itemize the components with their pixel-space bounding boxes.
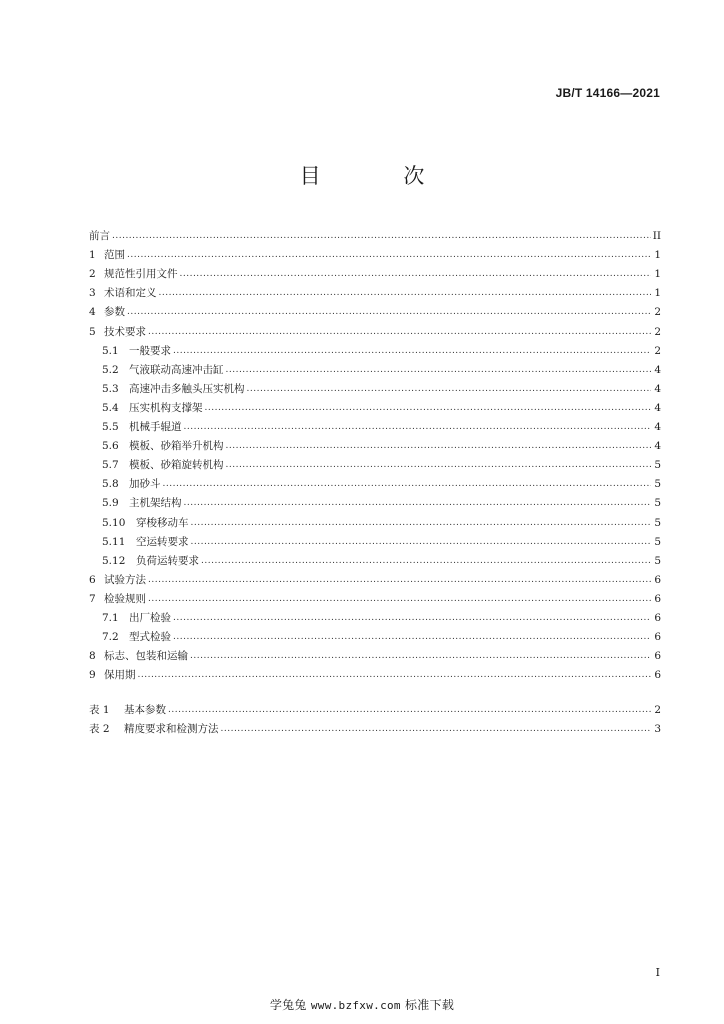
toc-leader-dots xyxy=(226,364,652,376)
toc-leader-dots xyxy=(226,459,652,471)
toc-entry-number: 5.5 xyxy=(102,421,119,434)
toc-table-label: 基本参数 xyxy=(124,704,166,717)
toc-entry-number: 5.7 xyxy=(102,459,119,472)
toc-entry-label: 检验规则 xyxy=(104,592,146,605)
toc-leader-dots xyxy=(173,345,651,357)
toc-entry-7-1[interactable] xyxy=(89,605,661,624)
toc-entry-warranty[interactable] xyxy=(89,662,661,681)
toc-entry-page: 6 xyxy=(654,592,661,605)
toc-entry-page: 4 xyxy=(654,440,661,453)
toc-entry-page: 4 xyxy=(654,382,661,395)
toc-entry-test-methods[interactable] xyxy=(89,567,661,586)
toc-entry-page: 5 xyxy=(654,459,661,472)
toc-table-label: 精度要求和检测方法 xyxy=(124,723,219,736)
toc-leader-dots xyxy=(221,723,652,735)
footer-tagline: 标准下载 xyxy=(404,998,455,1012)
toc-entry-label: 空运转要求 xyxy=(136,535,189,548)
toc-entry-page: 6 xyxy=(654,611,661,624)
toc-entry-label: 机械手辊道 xyxy=(129,421,182,434)
toc-entry-label: 负荷运转要求 xyxy=(136,554,199,567)
toc-entry-label: 一般要求 xyxy=(129,344,171,357)
toc-table-page: 2 xyxy=(654,704,661,717)
toc-leader-dots xyxy=(173,612,651,624)
standard-code: JB/T 14166—2021 xyxy=(555,86,660,100)
toc-entry-number: 1 xyxy=(89,249,96,262)
toc-leader-dots xyxy=(127,306,651,318)
toc-entry-5-7[interactable] xyxy=(89,452,661,471)
toc-entry-page: 2 xyxy=(654,306,661,319)
toc-entry-number: 5.8 xyxy=(102,478,119,491)
toc-table-entry-2[interactable] xyxy=(89,716,661,735)
toc-entry-5-12[interactable] xyxy=(89,548,661,567)
toc-entry-page: 4 xyxy=(654,421,661,434)
toc-leader-dots xyxy=(190,650,651,662)
toc-entry-label: 前言 xyxy=(89,230,110,243)
toc-entry-5-9[interactable] xyxy=(89,490,661,509)
toc-entry-technical-requirements[interactable] xyxy=(89,318,661,337)
toc-leader-dots xyxy=(148,593,651,605)
toc-entry-label: 保用期 xyxy=(104,669,136,682)
toc-entry-number: 9 xyxy=(89,669,96,682)
toc-entry-5-10[interactable] xyxy=(89,509,661,528)
toc-entry-page: 1 xyxy=(654,268,661,281)
toc-entry-page: 5 xyxy=(654,497,661,510)
toc-entry-foreword[interactable] xyxy=(89,223,661,242)
toc-entry-label: 技术要求 xyxy=(104,325,146,338)
toc-entry-number: 2 xyxy=(89,268,96,281)
table-of-contents xyxy=(89,223,661,735)
toc-entry-label: 范围 xyxy=(104,249,125,262)
toc-entry-page: 1 xyxy=(654,287,661,300)
toc-spacer xyxy=(89,681,661,697)
toc-leader-dots xyxy=(148,326,651,338)
toc-entry-page: 6 xyxy=(654,631,661,644)
toc-entry-5-2[interactable] xyxy=(89,357,661,376)
toc-entry-5-4[interactable] xyxy=(89,395,661,414)
toc-entry-page: 5 xyxy=(654,478,661,491)
toc-entry-label: 术语和定义 xyxy=(104,287,157,300)
toc-leader-dots xyxy=(201,555,651,567)
toc-leader-dots xyxy=(163,478,652,490)
toc-leader-dots xyxy=(184,497,652,509)
toc-entry-number: 5 xyxy=(89,325,96,338)
toc-entry-number: 7 xyxy=(89,592,96,605)
toc-leader-dots xyxy=(184,421,652,433)
toc-leader-dots xyxy=(205,402,652,414)
toc-leader-dots xyxy=(180,268,652,280)
toc-entry-5-8[interactable] xyxy=(89,471,661,490)
toc-leader-dots xyxy=(148,574,651,586)
toc-entry-normative-references[interactable] xyxy=(89,261,661,280)
toc-entry-page: 5 xyxy=(654,535,661,548)
toc-entry-parameters[interactable] xyxy=(89,299,661,318)
toc-leader-dots xyxy=(127,249,651,261)
toc-entry-number: 5.11 xyxy=(102,535,126,548)
toc-entry-page: II xyxy=(652,230,661,243)
toc-entry-number: 7.1 xyxy=(102,611,119,624)
toc-leader-dots xyxy=(173,631,651,643)
footer-watermark xyxy=(0,996,724,1013)
page-title: 目 次 xyxy=(299,164,463,188)
toc-entry-page: 5 xyxy=(654,516,661,529)
toc-leader-dots xyxy=(226,440,652,452)
toc-entry-marking-packaging[interactable] xyxy=(89,643,661,662)
toc-leader-dots xyxy=(191,517,652,529)
toc-entry-5-3[interactable] xyxy=(89,376,661,395)
toc-leader-dots xyxy=(191,536,652,548)
toc-table-number: 表 2 xyxy=(89,723,110,736)
toc-entry-5-1[interactable] xyxy=(89,338,661,357)
toc-entry-label: 压实机构支撑架 xyxy=(129,401,203,414)
toc-entry-5-5[interactable] xyxy=(89,414,661,433)
toc-entry-label: 穿梭移动车 xyxy=(136,516,189,529)
toc-entry-number: 5.1 xyxy=(102,344,119,357)
toc-entry-7-2[interactable] xyxy=(89,624,661,643)
toc-entry-page: 6 xyxy=(654,650,661,663)
toc-entry-page: 1 xyxy=(654,249,661,262)
toc-entry-label: 气液联动高速冲击缸 xyxy=(129,363,224,376)
toc-table-entry-1[interactable] xyxy=(89,697,661,716)
toc-entry-number: 3 xyxy=(89,287,96,300)
toc-entry-number: 6 xyxy=(89,573,96,586)
toc-entry-inspection-rules[interactable] xyxy=(89,586,661,605)
toc-entry-page: 6 xyxy=(654,669,661,682)
toc-entry-label: 模板、砂箱举升机构 xyxy=(129,440,224,453)
footer-url[interactable]: www.bzfxw.com xyxy=(310,999,401,1012)
toc-leader-dots xyxy=(112,230,651,242)
toc-entry-label: 加砂斗 xyxy=(129,478,161,491)
toc-entry-terms[interactable] xyxy=(89,280,661,299)
toc-entry-page: 2 xyxy=(654,344,661,357)
toc-entry-label: 出厂检验 xyxy=(129,611,171,624)
toc-entry-number: 4 xyxy=(89,306,96,319)
toc-leader-dots xyxy=(247,383,652,395)
toc-entry-page: 5 xyxy=(654,554,661,567)
toc-entry-number: 5.9 xyxy=(102,497,119,510)
toc-entry-number: 5.10 xyxy=(102,516,126,529)
toc-entry-number: 8 xyxy=(89,650,96,663)
toc-entry-label: 主机架结构 xyxy=(129,497,182,510)
toc-entry-number: 7.2 xyxy=(102,631,119,644)
toc-entry-label: 规范性引用文件 xyxy=(104,268,178,281)
toc-entry-page: 2 xyxy=(654,325,661,338)
toc-leader-dots xyxy=(168,704,651,716)
toc-entry-page: 4 xyxy=(654,401,661,414)
toc-entry-number: 5.4 xyxy=(102,401,119,414)
footer-site-name: 学兔兔 xyxy=(269,998,307,1012)
toc-entry-number: 5.3 xyxy=(102,382,119,395)
toc-entry-number: 5.6 xyxy=(102,440,119,453)
toc-entry-label: 参数 xyxy=(104,306,125,319)
toc-entry-5-11[interactable] xyxy=(89,529,661,548)
toc-table-page: 3 xyxy=(654,723,661,736)
page-number: I xyxy=(655,966,660,979)
toc-entry-label: 试验方法 xyxy=(104,573,146,586)
toc-leader-dots xyxy=(159,287,652,299)
toc-leader-dots xyxy=(138,669,652,681)
toc-entry-5-6[interactable] xyxy=(89,433,661,452)
toc-entry-number: 5.12 xyxy=(102,554,126,567)
toc-entry-label: 型式检验 xyxy=(129,631,171,644)
toc-entry-page: 4 xyxy=(654,363,661,376)
toc-entry-number: 5.2 xyxy=(102,363,119,376)
toc-entry-label: 标志、包装和运输 xyxy=(104,650,188,663)
toc-entry-scope[interactable] xyxy=(89,242,661,261)
toc-entry-page: 6 xyxy=(654,573,661,586)
toc-table-number: 表 1 xyxy=(89,704,110,717)
toc-entry-label: 模板、砂箱旋转机构 xyxy=(129,459,224,472)
toc-entry-label: 高速冲击多触头压实机构 xyxy=(129,382,245,395)
